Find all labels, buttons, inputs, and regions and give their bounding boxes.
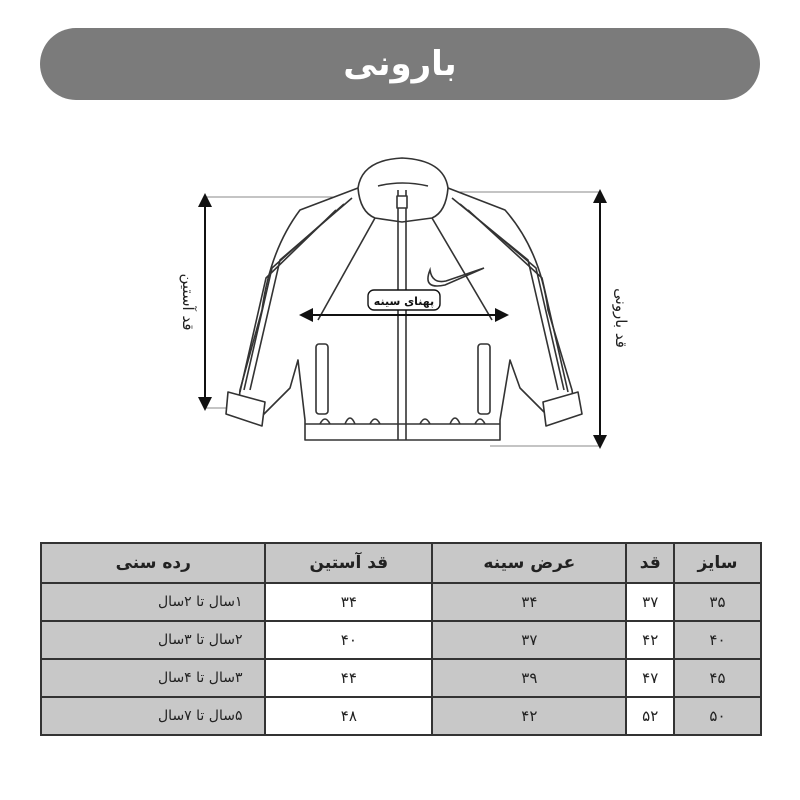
cell-age-range: ۱سال تا ۲سال <box>41 583 265 621</box>
header-chest-width: عرض سینه <box>432 543 626 583</box>
table-row <box>41 659 761 697</box>
cell-length: ۵۲ <box>626 697 673 735</box>
table-row <box>41 621 761 659</box>
title-banner <box>40 28 760 100</box>
header-length: قد <box>626 543 673 583</box>
cell-age-range: ۳سال تا ۴سال <box>41 659 265 697</box>
cell-chest-width: ۳۴ <box>432 583 626 621</box>
cell-chest-width: ۳۷ <box>432 621 626 659</box>
cell-age-range: ۵سال تا ۷سال <box>41 697 265 735</box>
header-sleeve-length: قد آستین <box>265 543 432 583</box>
cell-chest-width: ۴۲ <box>432 697 626 735</box>
sleeve-length-label: قد آستین <box>179 273 197 331</box>
jacket-diagram <box>0 140 800 470</box>
cell-sleeve-length: ۳۴ <box>265 583 432 621</box>
jacket-length-label: قد بارونی <box>612 288 630 348</box>
header-age-range: رده سنی <box>41 543 265 583</box>
table-header-row <box>41 543 761 583</box>
cell-age-range: ۲سال تا ۳سال <box>41 621 265 659</box>
page-title: بارونی <box>343 44 457 84</box>
cell-length: ۴۲ <box>626 621 673 659</box>
cell-sleeve-length: ۴۴ <box>265 659 432 697</box>
cell-sleeve-length: ۴۸ <box>265 697 432 735</box>
cell-length: ۳۷ <box>626 583 673 621</box>
cell-size: ۳۵ <box>674 583 761 621</box>
size-table <box>40 542 762 736</box>
table-row <box>41 583 761 621</box>
cell-size: ۴۰ <box>674 621 761 659</box>
cell-size: ۵۰ <box>674 697 761 735</box>
table-row <box>41 697 761 735</box>
cell-sleeve-length: ۴۰ <box>265 621 432 659</box>
cell-size: ۴۵ <box>674 659 761 697</box>
cell-chest-width: ۳۹ <box>432 659 626 697</box>
cell-length: ۴۷ <box>626 659 673 697</box>
chest-width-label: پهنای سینه <box>373 295 435 308</box>
header-size: سایز <box>674 543 761 583</box>
